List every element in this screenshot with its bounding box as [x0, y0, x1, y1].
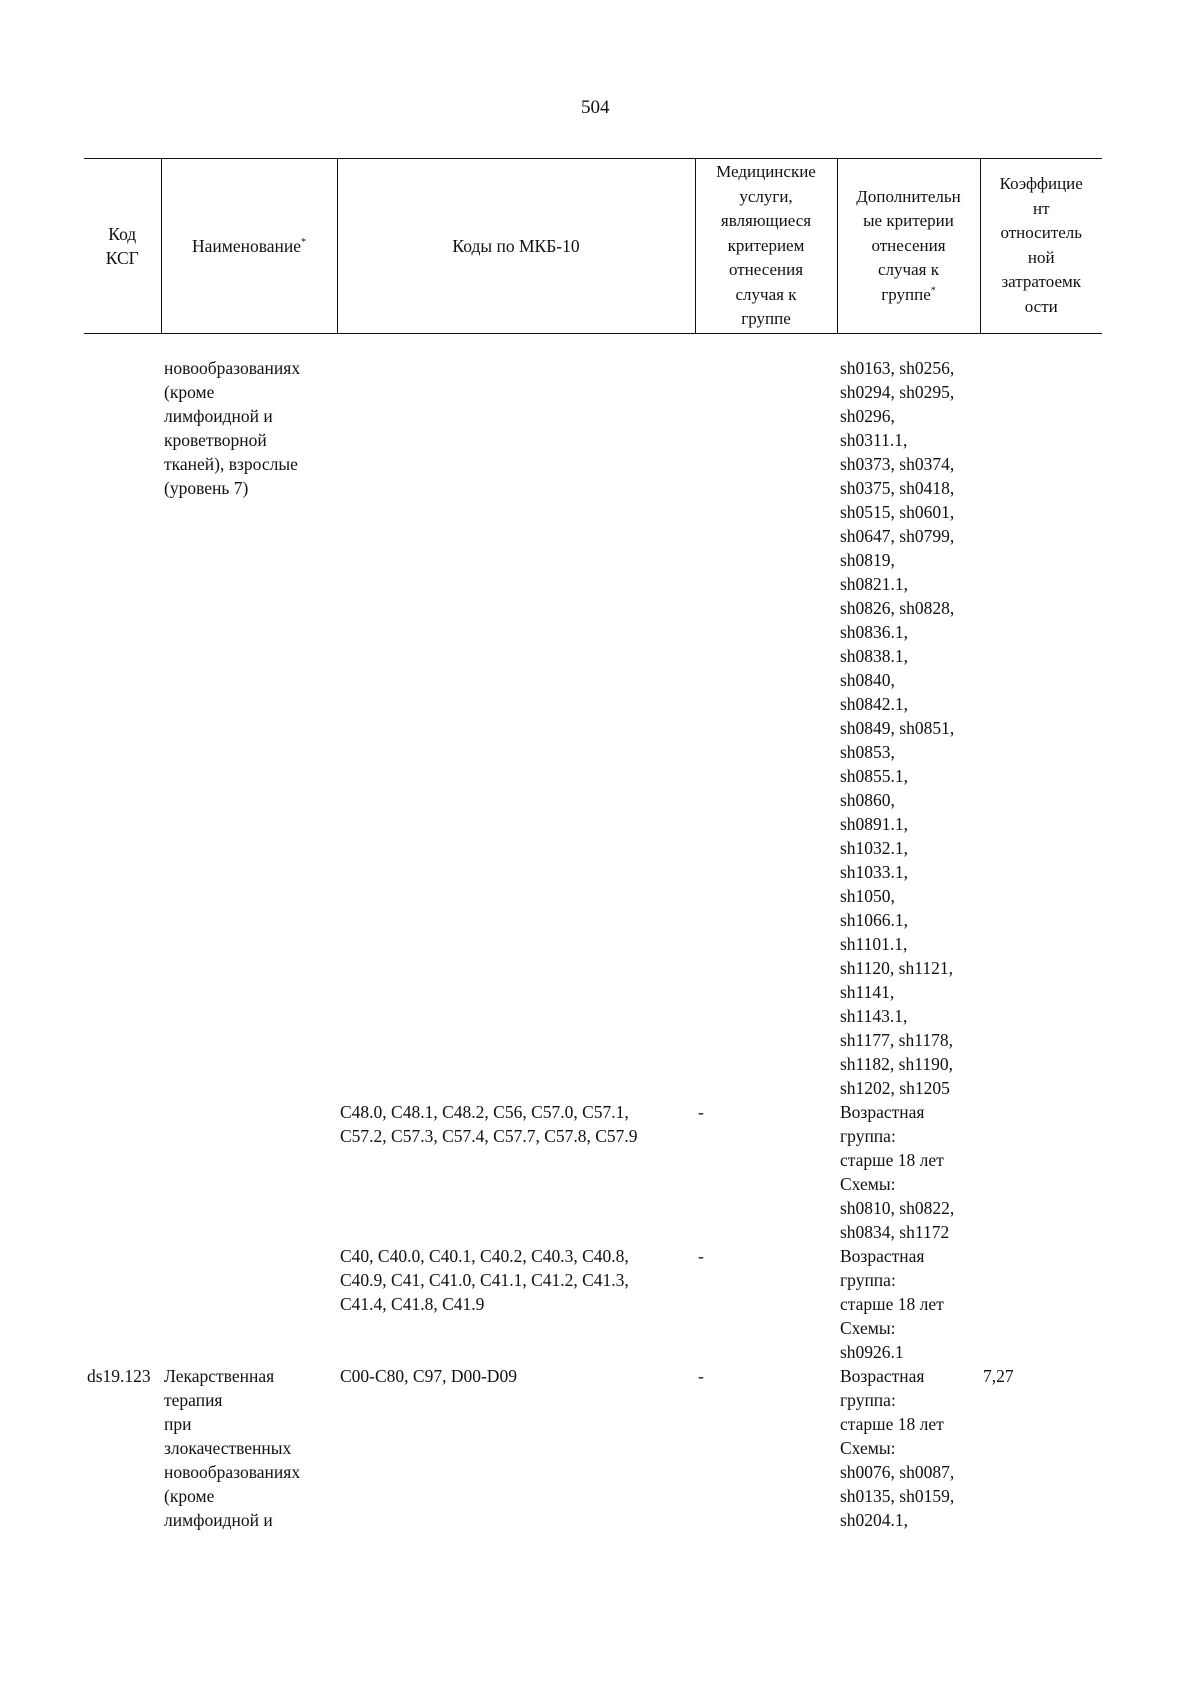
cell-icd-line: C48.0, C48.1, C48.2, C56, C57.0, C57.1,: [340, 1101, 629, 1122]
cell-code: [84, 1100, 161, 1244]
table-header-row: [84, 159, 1102, 334]
header-services: Медицинские услуги, являющиеся критерием отнесения случая к группе: [695, 159, 837, 334]
cell-coef: [980, 1244, 1102, 1364]
cell-additional-line: sh0834, sh1172: [840, 1221, 950, 1242]
table-row: [84, 356, 1102, 1100]
cell-additional-line: Возрастная: [840, 1245, 925, 1266]
cell-icd-line: C57.2, C57.3, C57.4, C57.7, C57.8, C57.9: [340, 1125, 638, 1146]
cell-additional-line: sh0375, sh0418,: [840, 477, 955, 498]
cell-name-line: (кроме: [164, 1485, 215, 1506]
header-code: Код КСГ: [84, 159, 161, 334]
cell-code: ds19.123: [87, 1365, 151, 1386]
header-name: Наименование*: [161, 159, 337, 334]
cell-additional-line: sh0296,: [840, 405, 895, 426]
cell-additional-line: Схемы:: [840, 1173, 896, 1194]
cell-code: [84, 1244, 161, 1364]
cell-coef: [980, 1100, 1102, 1244]
cell-additional-line: старше 18 лет: [840, 1413, 944, 1434]
cell-additional-line: sh1101.1,: [840, 933, 908, 954]
cell-name-line: при: [164, 1413, 192, 1434]
cell-additional-line: sh0849, sh0851,: [840, 717, 955, 738]
cell-service: -: [698, 1365, 704, 1386]
cell-additional-line: sh1066.1,: [840, 909, 909, 930]
cell-name-line: (кроме: [164, 381, 215, 402]
ksg-table: [84, 158, 1102, 1532]
cell-name-line: (уровень 7): [164, 477, 249, 498]
cell-name-line: новообразованиях: [164, 357, 301, 378]
header-additional: Дополнительн ые критерии отнесения случая к группе*: [837, 159, 980, 334]
cell-additional-line: sh1182, sh1190,: [840, 1053, 953, 1074]
cell-additional-line: старше 18 лет: [840, 1149, 944, 1170]
cell-additional: [837, 1364, 980, 1532]
cell-icd: [337, 1364, 695, 1532]
cell-additional-line: группа:: [840, 1389, 896, 1410]
cell-additional-line: sh0842.1,: [840, 693, 909, 714]
cell-additional-line: sh0647, sh0799,: [840, 525, 955, 546]
cell-icd: [337, 1244, 695, 1364]
table-row: [84, 1100, 1102, 1244]
cell-additional-line: sh1032.1,: [840, 837, 909, 858]
cell-additional-line: sh1202, sh1205: [840, 1077, 950, 1098]
cell-name-line: новообразованиях: [164, 1461, 301, 1482]
cell-additional-line: Возрастная: [840, 1365, 925, 1386]
cell-additional-line: sh0855.1,: [840, 765, 909, 786]
cell-name-line: тканей), взрослые: [164, 453, 298, 474]
cell-name-line: лимфоидной и: [164, 1509, 273, 1530]
table-body: [84, 333, 1102, 1532]
cell-additional-line: sh0076, sh0087,: [840, 1461, 955, 1482]
cell-coef: 7,27: [983, 1365, 1014, 1386]
cell-additional-line: sh0860,: [840, 789, 895, 810]
cell-additional-line: sh0840,: [840, 669, 895, 690]
cell-additional-line: sh0821.1,: [840, 573, 909, 594]
table-row: [84, 1244, 1102, 1364]
cell-additional-line: sh0926.1: [840, 1341, 904, 1362]
cell-name-line: терапия: [164, 1389, 223, 1410]
cell-additional-line: группа:: [840, 1269, 896, 1290]
cell-additional-line: sh0135, sh0159,: [840, 1485, 955, 1506]
cell-additional-line: sh0819,: [840, 549, 895, 570]
cell-additional-line: sh1033.1,: [840, 861, 909, 882]
cell-additional-line: sh0294, sh0295,: [840, 381, 955, 402]
cell-additional-line: sh0373, sh0374,: [840, 453, 955, 474]
cell-service: -: [698, 1101, 704, 1122]
cell-coef: [980, 356, 1102, 1100]
cell-additional-line: sh0891.1,: [840, 813, 909, 834]
cell-additional-line: sh0853,: [840, 741, 895, 762]
cell-additional-line: sh0515, sh0601,: [840, 501, 955, 522]
cell-icd-line: C40, C40.0, C40.1, C40.2, C40.3, C40.8,: [340, 1245, 629, 1266]
cell-additional-line: Схемы:: [840, 1437, 896, 1458]
cell-name-line: кроветворной: [164, 429, 267, 450]
cell-name-line: Лекарственная: [164, 1365, 275, 1386]
cell-additional-line: sh0838.1,: [840, 645, 909, 666]
footnote-mark: *: [301, 236, 307, 248]
cell-additional-line: sh1120, sh1121,: [840, 957, 953, 978]
cell-additional-line: sh0204.1,: [840, 1509, 909, 1530]
cell-service: [695, 356, 837, 1100]
cell-additional-line: группа:: [840, 1125, 896, 1146]
cell-icd: [337, 1100, 695, 1244]
cell-name: [161, 1100, 337, 1244]
cell-additional-line: sh0826, sh0828,: [840, 597, 955, 618]
cell-service: -: [698, 1245, 704, 1266]
cell-additional-line: sh0810, sh0822,: [840, 1197, 955, 1218]
cell-additional-line: sh1141,: [840, 981, 895, 1002]
cell-additional-line: Возрастная: [840, 1101, 925, 1122]
cell-name-line: лимфоидной и: [164, 405, 273, 426]
cell-additional: [837, 1100, 980, 1244]
cell-additional-line: sh1143.1,: [840, 1005, 908, 1026]
header-icd: Коды по МКБ-10: [337, 159, 695, 334]
cell-icd-line: C41.4, C41.8, C41.9: [340, 1293, 485, 1314]
cell-code: [84, 356, 161, 1100]
cell-additional-line: старше 18 лет: [840, 1293, 944, 1314]
cell-name: [161, 356, 337, 1100]
cell-additional: [837, 1244, 980, 1364]
cell-name: [161, 1244, 337, 1364]
cell-icd-line: C00-C80, C97, D00-D09: [340, 1365, 517, 1386]
cell-icd-line: C40.9, C41, C41.0, C41.1, C41.2, C41.3,: [340, 1269, 629, 1290]
table-row: [84, 1364, 1102, 1532]
header-coef: Коэффицие нт относитель ной затратоемк ости: [980, 159, 1102, 334]
cell-additional-line: sh1177, sh1178,: [840, 1029, 953, 1050]
page-number: 504: [581, 97, 610, 118]
cell-additional-line: sh1050,: [840, 885, 895, 906]
cell-name: [161, 1364, 337, 1532]
cell-additional-line: Схемы:: [840, 1317, 896, 1338]
cell-name-line: злокачественных: [164, 1437, 292, 1458]
cell-icd: [337, 356, 695, 1100]
cell-additional-line: sh0163, sh0256,: [840, 357, 955, 378]
cell-additional-line: sh0311.1,: [840, 429, 908, 450]
cell-additional: [837, 356, 980, 1100]
cell-additional-line: sh0836.1,: [840, 621, 909, 642]
